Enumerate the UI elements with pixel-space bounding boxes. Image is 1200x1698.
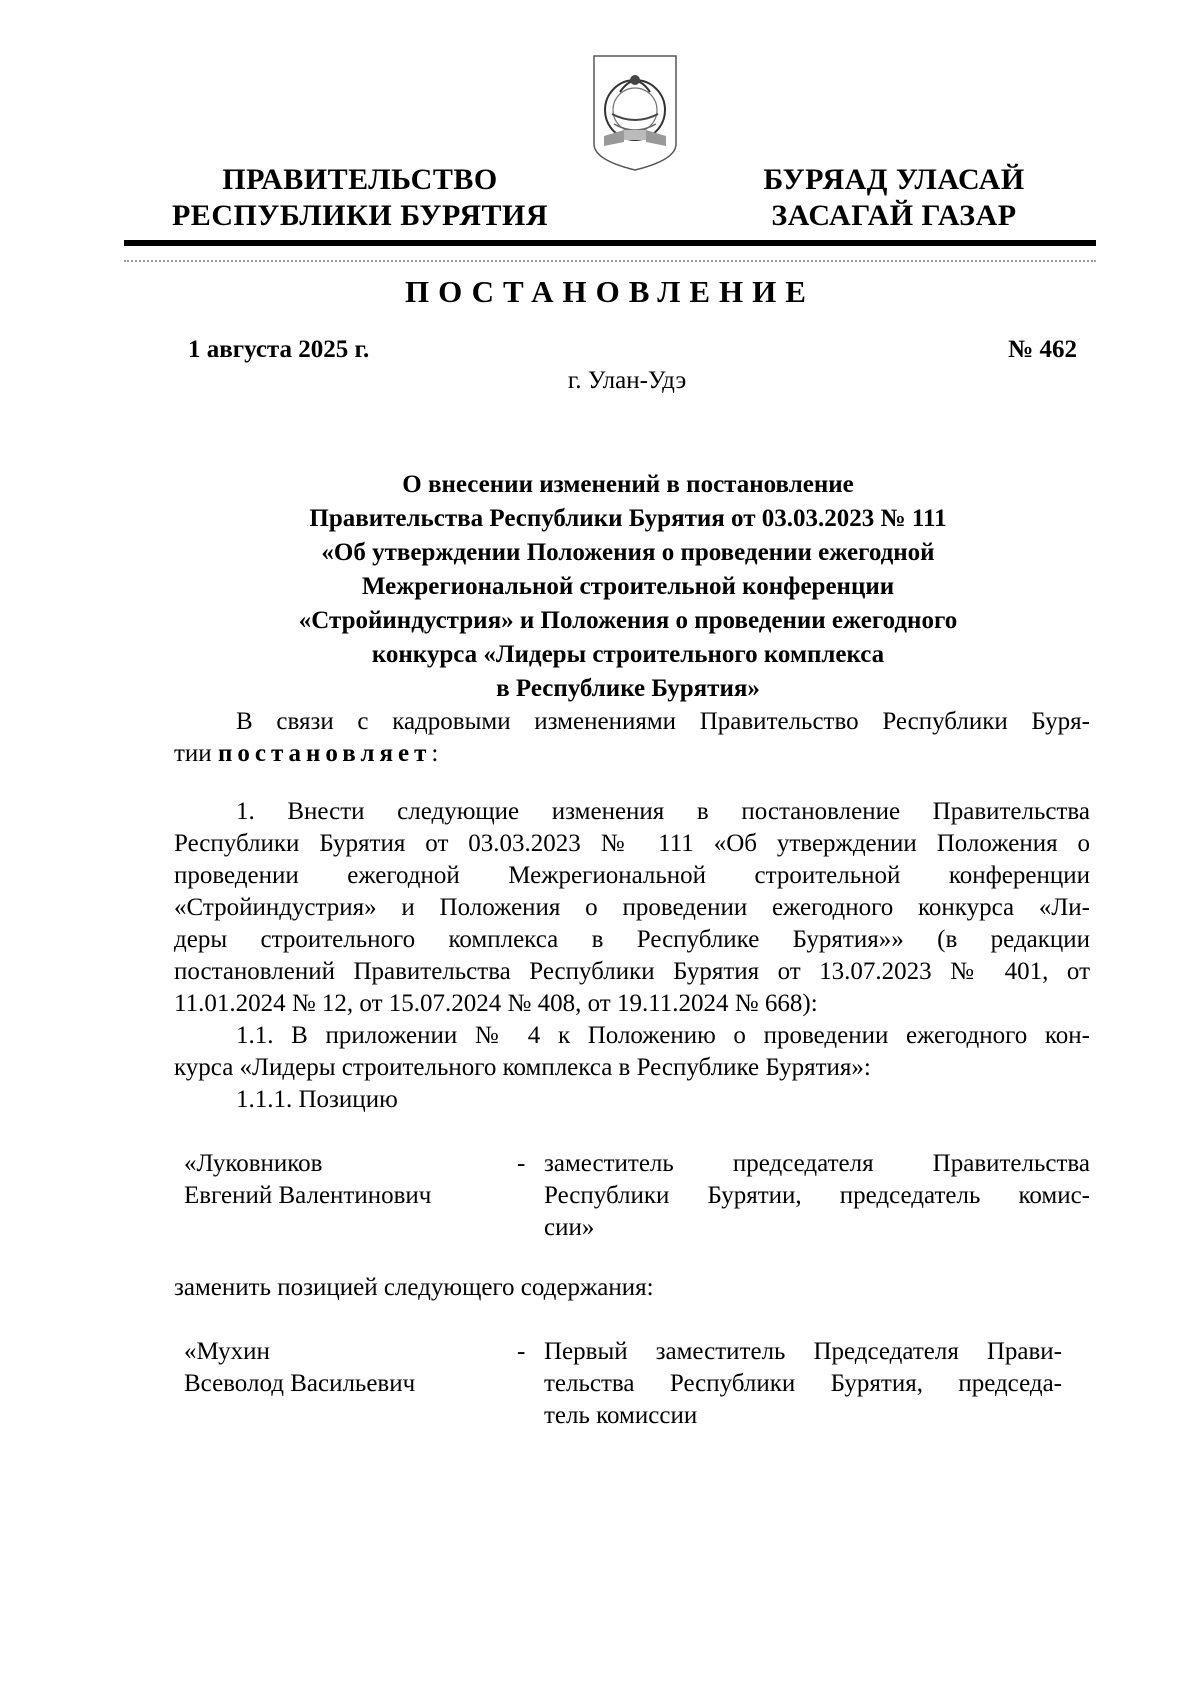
title-line: О внесении изменений в постановление: [402, 471, 854, 498]
item1-line: постановлений Правительства Республики Бурятия от 13.07.2023 № 401, от: [174, 958, 1090, 985]
item1-line: 1. Внести следующие изменения в постановление Правительства: [236, 798, 1090, 825]
old-role-line1: заместитель председателя Правительства: [544, 1150, 1090, 1177]
new-role-line3: тель комиссии: [544, 1402, 698, 1429]
item11-line: 1.1. В приложении № 4 к Положению о проведении ежегодного кон-: [236, 1022, 1090, 1049]
new-role-line2: тельства Республики Бурятия, председа-: [544, 1370, 1062, 1397]
preamble-line1: В связи с кадровыми изменениями Правительство Республики Буря-: [236, 708, 1090, 735]
title-line: «Стройиндустрия» и Положения о проведении ежегодного: [298, 607, 958, 634]
document-title: [200, 468, 1056, 706]
header-left-block: [170, 162, 550, 234]
header-left-line1: ПРАВИТЕЛЬСТВО: [222, 163, 498, 196]
old-name-line2: Евгений Валентинович: [184, 1182, 432, 1209]
new-position-dash: -: [517, 1338, 526, 1365]
new-position-name: [184, 1336, 504, 1400]
coat-of-arms-icon: [590, 52, 680, 172]
title-line: Правительства Республики Бурятия от 03.03.2023 № 111: [309, 505, 947, 532]
item111-line: 1.1.1. Позицию: [236, 1086, 398, 1113]
header-dotted-rule: [124, 260, 1096, 262]
preamble-line2: [174, 738, 1090, 770]
title-line: в Республике Бурятия»: [496, 675, 760, 702]
old-position-name: [184, 1148, 504, 1212]
title-line: Межрегиональной строительной конференции: [361, 573, 895, 600]
old-name-line1: «Луковников: [184, 1150, 323, 1177]
item1-line: деры строительного комплекса в Республике Бурятия»» (в редакции: [174, 926, 1090, 953]
header-right-line1: БУРЯАД УЛАСАЙ: [763, 163, 1025, 196]
old-position-dash: -: [517, 1150, 526, 1177]
preamble-decree-word: постановляет: [217, 740, 432, 767]
header-right-line2: ЗАСАГАЙ ГАЗАР: [771, 199, 1017, 232]
replace-text: заменить позицией следующего содержания:: [174, 1274, 654, 1301]
document-type: ПОСТАНОВЛЕНИЕ: [405, 274, 815, 309]
item1-line: Республики Бурятия от 03.03.2023 № 111 «Об утверждении Положения о: [174, 830, 1090, 857]
old-position-role: [544, 1148, 1090, 1244]
item11-line: курса «Лидеры строительного комплекса в Республике Бурятия»:: [174, 1054, 871, 1081]
preamble-colon: :: [431, 740, 439, 767]
item1-line: 11.01.2024 № 12, от 15.07.2024 № 408, от 19.11.2024 № 668):: [174, 990, 818, 1017]
old-role-line2: Республики Бурятии, председатель комис-: [544, 1182, 1090, 1209]
new-position-role: [544, 1336, 1062, 1432]
old-role-line3: сии»: [544, 1214, 595, 1241]
document-number: № 462: [1008, 336, 1077, 363]
document-city: г. Улан-Удэ: [567, 367, 687, 394]
header-right-block: [756, 162, 1032, 234]
header-rule: [124, 240, 1096, 246]
document-date: 1 августа 2025 г.: [188, 336, 370, 363]
new-name-line1: «Мухин: [184, 1338, 270, 1365]
new-name-line2: Всеволод Васильевич: [184, 1370, 416, 1397]
title-line: «Об утверждении Положения о проведении ежегодной: [321, 539, 935, 566]
new-role-line1: Первый заместитель Председателя Прави-: [544, 1338, 1062, 1365]
preamble-start: тии: [174, 740, 212, 767]
title-line: конкурса «Лидеры строительного комплекса: [371, 641, 885, 668]
header-left-line2: РЕСПУБЛИКИ БУРЯТИЯ: [171, 199, 549, 232]
item1-line: «Стройиндустрия» и Положения о проведении ежегодного конкурса «Ли-: [174, 894, 1090, 921]
item1-line: проведении ежегодной Межрегиональной строительной конференции: [174, 862, 1090, 889]
